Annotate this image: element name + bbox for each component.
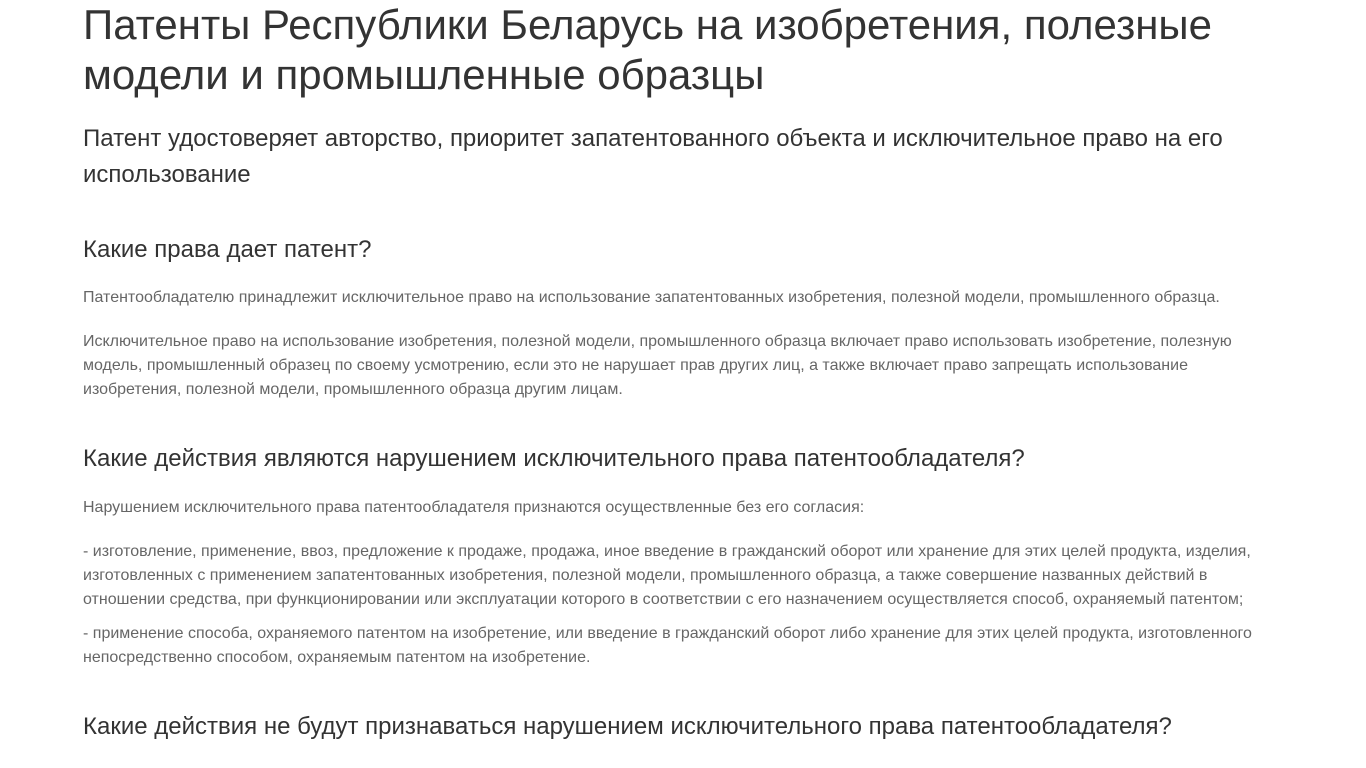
page-subtitle: Патент удостоверяет авторство, приоритет запатентованного объекта и исключительное право на его использование — [83, 125, 1223, 188]
section-heading-rights: Какие права дает патент? — [83, 236, 372, 263]
section-heading-non-violations: Какие действия не будут признаваться нарушением исключительного права патентообладателя? — [83, 713, 1172, 740]
page-title: Патенты Республики Беларусь на изобретения, полезные модели и промышленные образцы — [83, 1, 1212, 98]
paragraph: Исключительное право на использование изобретения, полезной модели, промышленного образца включает право использовать изобретение, полезную модель, промышленный образец по своему усмотрению, если это не нарушает прав других лиц, а также включает право запрещать использование изобретения, полезной модели, промышленного образца другим лицам. — [83, 333, 1232, 398]
section-heading-violations: Какие действия являются нарушением исключительного права патентообладателя? — [83, 445, 1025, 472]
paragraph: Патентообладателю принадлежит исключительное право на использование запатентованных изобретения, полезной модели, промышленного образца. — [83, 289, 1220, 306]
list-item: - изготовление, применение, ввоз, предложение к продаже, продажа, иное введение в гражданский оборот или хранение для этих целей продукта, изделия, изготовленных с применением запатентованных изобретения, полезной модели, промышленного образца, а также совершение названных действий в отношении средства, при функционировании или эксплуатации которого в соответствии с его назначением осуществляется способ, охраняемый патентом; — [83, 543, 1251, 608]
paragraph: Нарушением исключительного права патентообладателя признаются осуществленные без его согласия: — [83, 499, 865, 516]
list-item: - применение способа, охраняемого патентом на изобретение, или введение в гражданский оборот либо хранение для этих целей продукта, изготовленного непосредственно способом, охраняемым патентом на изобретение. — [83, 625, 1252, 666]
